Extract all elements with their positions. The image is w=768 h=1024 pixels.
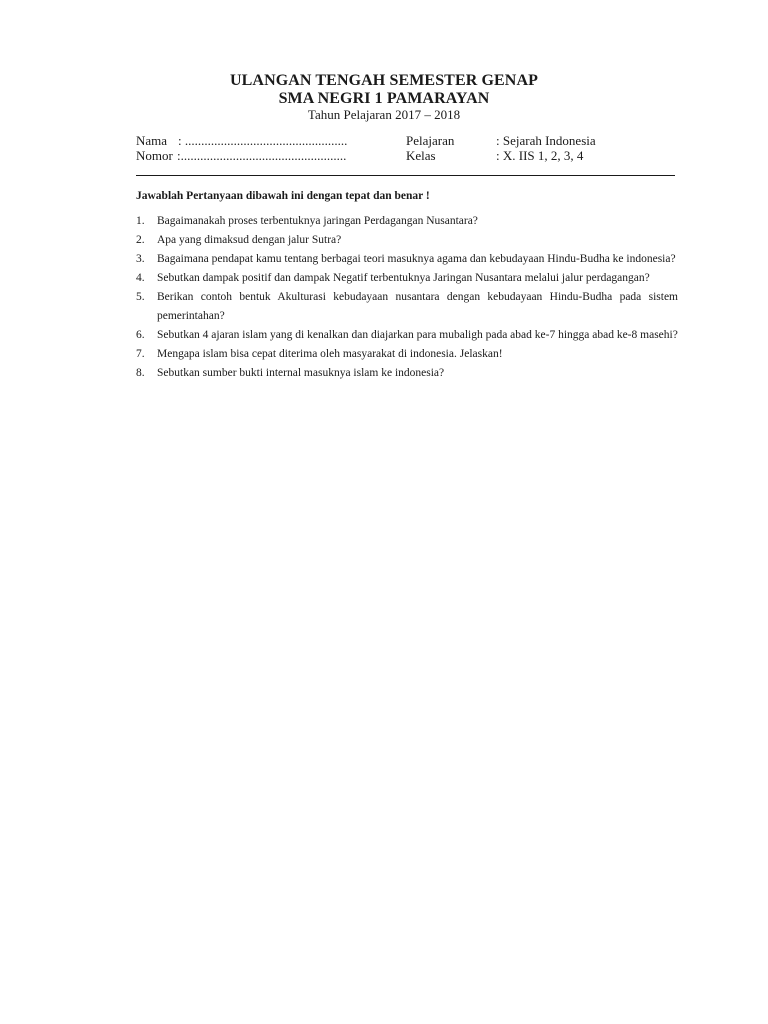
- question-item: [136, 212, 678, 231]
- nomor-field: :...................................................: [177, 148, 347, 163]
- question-item: [136, 269, 678, 288]
- question-text: Apa yang dimaksud dengan jalur Sutra?: [157, 234, 342, 246]
- question-text: Mengapa islam bisa cepat diterima oleh masyarakat di indonesia. Jelaskan!: [157, 347, 503, 360]
- nomor-label: Nomor: [136, 148, 173, 163]
- question-text: Berikan contoh bentuk Akulturasi kebudayaan nusantara dengan kebudayaan Hindu-Budha pada sistem pemerintahan?: [157, 291, 678, 322]
- question-item: [136, 326, 678, 345]
- kelas-label: Kelas: [406, 148, 436, 163]
- question-text: Bagaimanakah proses terbentuknya jaringan Perdagangan Nusantara?: [157, 215, 478, 227]
- question-number: 6.: [136, 328, 145, 341]
- kelas-value: : X. IIS 1, 2, 3, 4: [496, 148, 584, 163]
- academic-year: Tahun Pelajaran 2017 – 2018: [307, 107, 461, 122]
- instruction: Jawablah Pertanyaan dibawah ini dengan tepat dan benar !: [136, 190, 430, 202]
- question-text: Sebutkan 4 ajaran islam yang di kenalkan dan diajarkan para mubaligh pada abad ke-7 hingga abad ke-8 masehi?: [157, 328, 678, 341]
- question-item: [136, 345, 678, 364]
- header-divider: [136, 175, 675, 176]
- question-number: 1.: [136, 215, 145, 227]
- nama-label: Nama: [136, 133, 168, 148]
- nama-field: : ..................................................: [178, 133, 348, 148]
- school-name: SMA NEGRI 1 PAMARAYAN: [278, 90, 490, 107]
- exam-title: ULANGAN TENGAH SEMESTER GENAP: [230, 72, 538, 89]
- question-number: 3.: [136, 253, 145, 265]
- question-text: Bagaimana pendapat kamu tentang berbagai teori masuknya agama dan kebudayaan Hindu-Budha ke indonesia?: [157, 253, 676, 265]
- question-list: [136, 212, 678, 383]
- question-text: Sebutkan dampak positif dan dampak Negatif terbentuknya Jaringan Nusantara melalui jalur perdagangan?: [157, 272, 650, 284]
- question-item: [136, 364, 678, 383]
- question-number: 7.: [136, 347, 145, 360]
- question-number: 2.: [136, 234, 145, 246]
- question-item: [136, 288, 678, 325]
- pelajaran-label: Pelajaran: [406, 133, 455, 148]
- pelajaran-value: : Sejarah Indonesia: [496, 133, 596, 148]
- question-number: 8.: [136, 366, 145, 379]
- question-text: Sebutkan sumber bukti internal masuknya islam ke indonesia?: [157, 366, 445, 379]
- question-item: [136, 250, 678, 269]
- question-number: 5.: [136, 291, 145, 303]
- question-item: [136, 231, 678, 250]
- question-number: 4.: [136, 272, 145, 284]
